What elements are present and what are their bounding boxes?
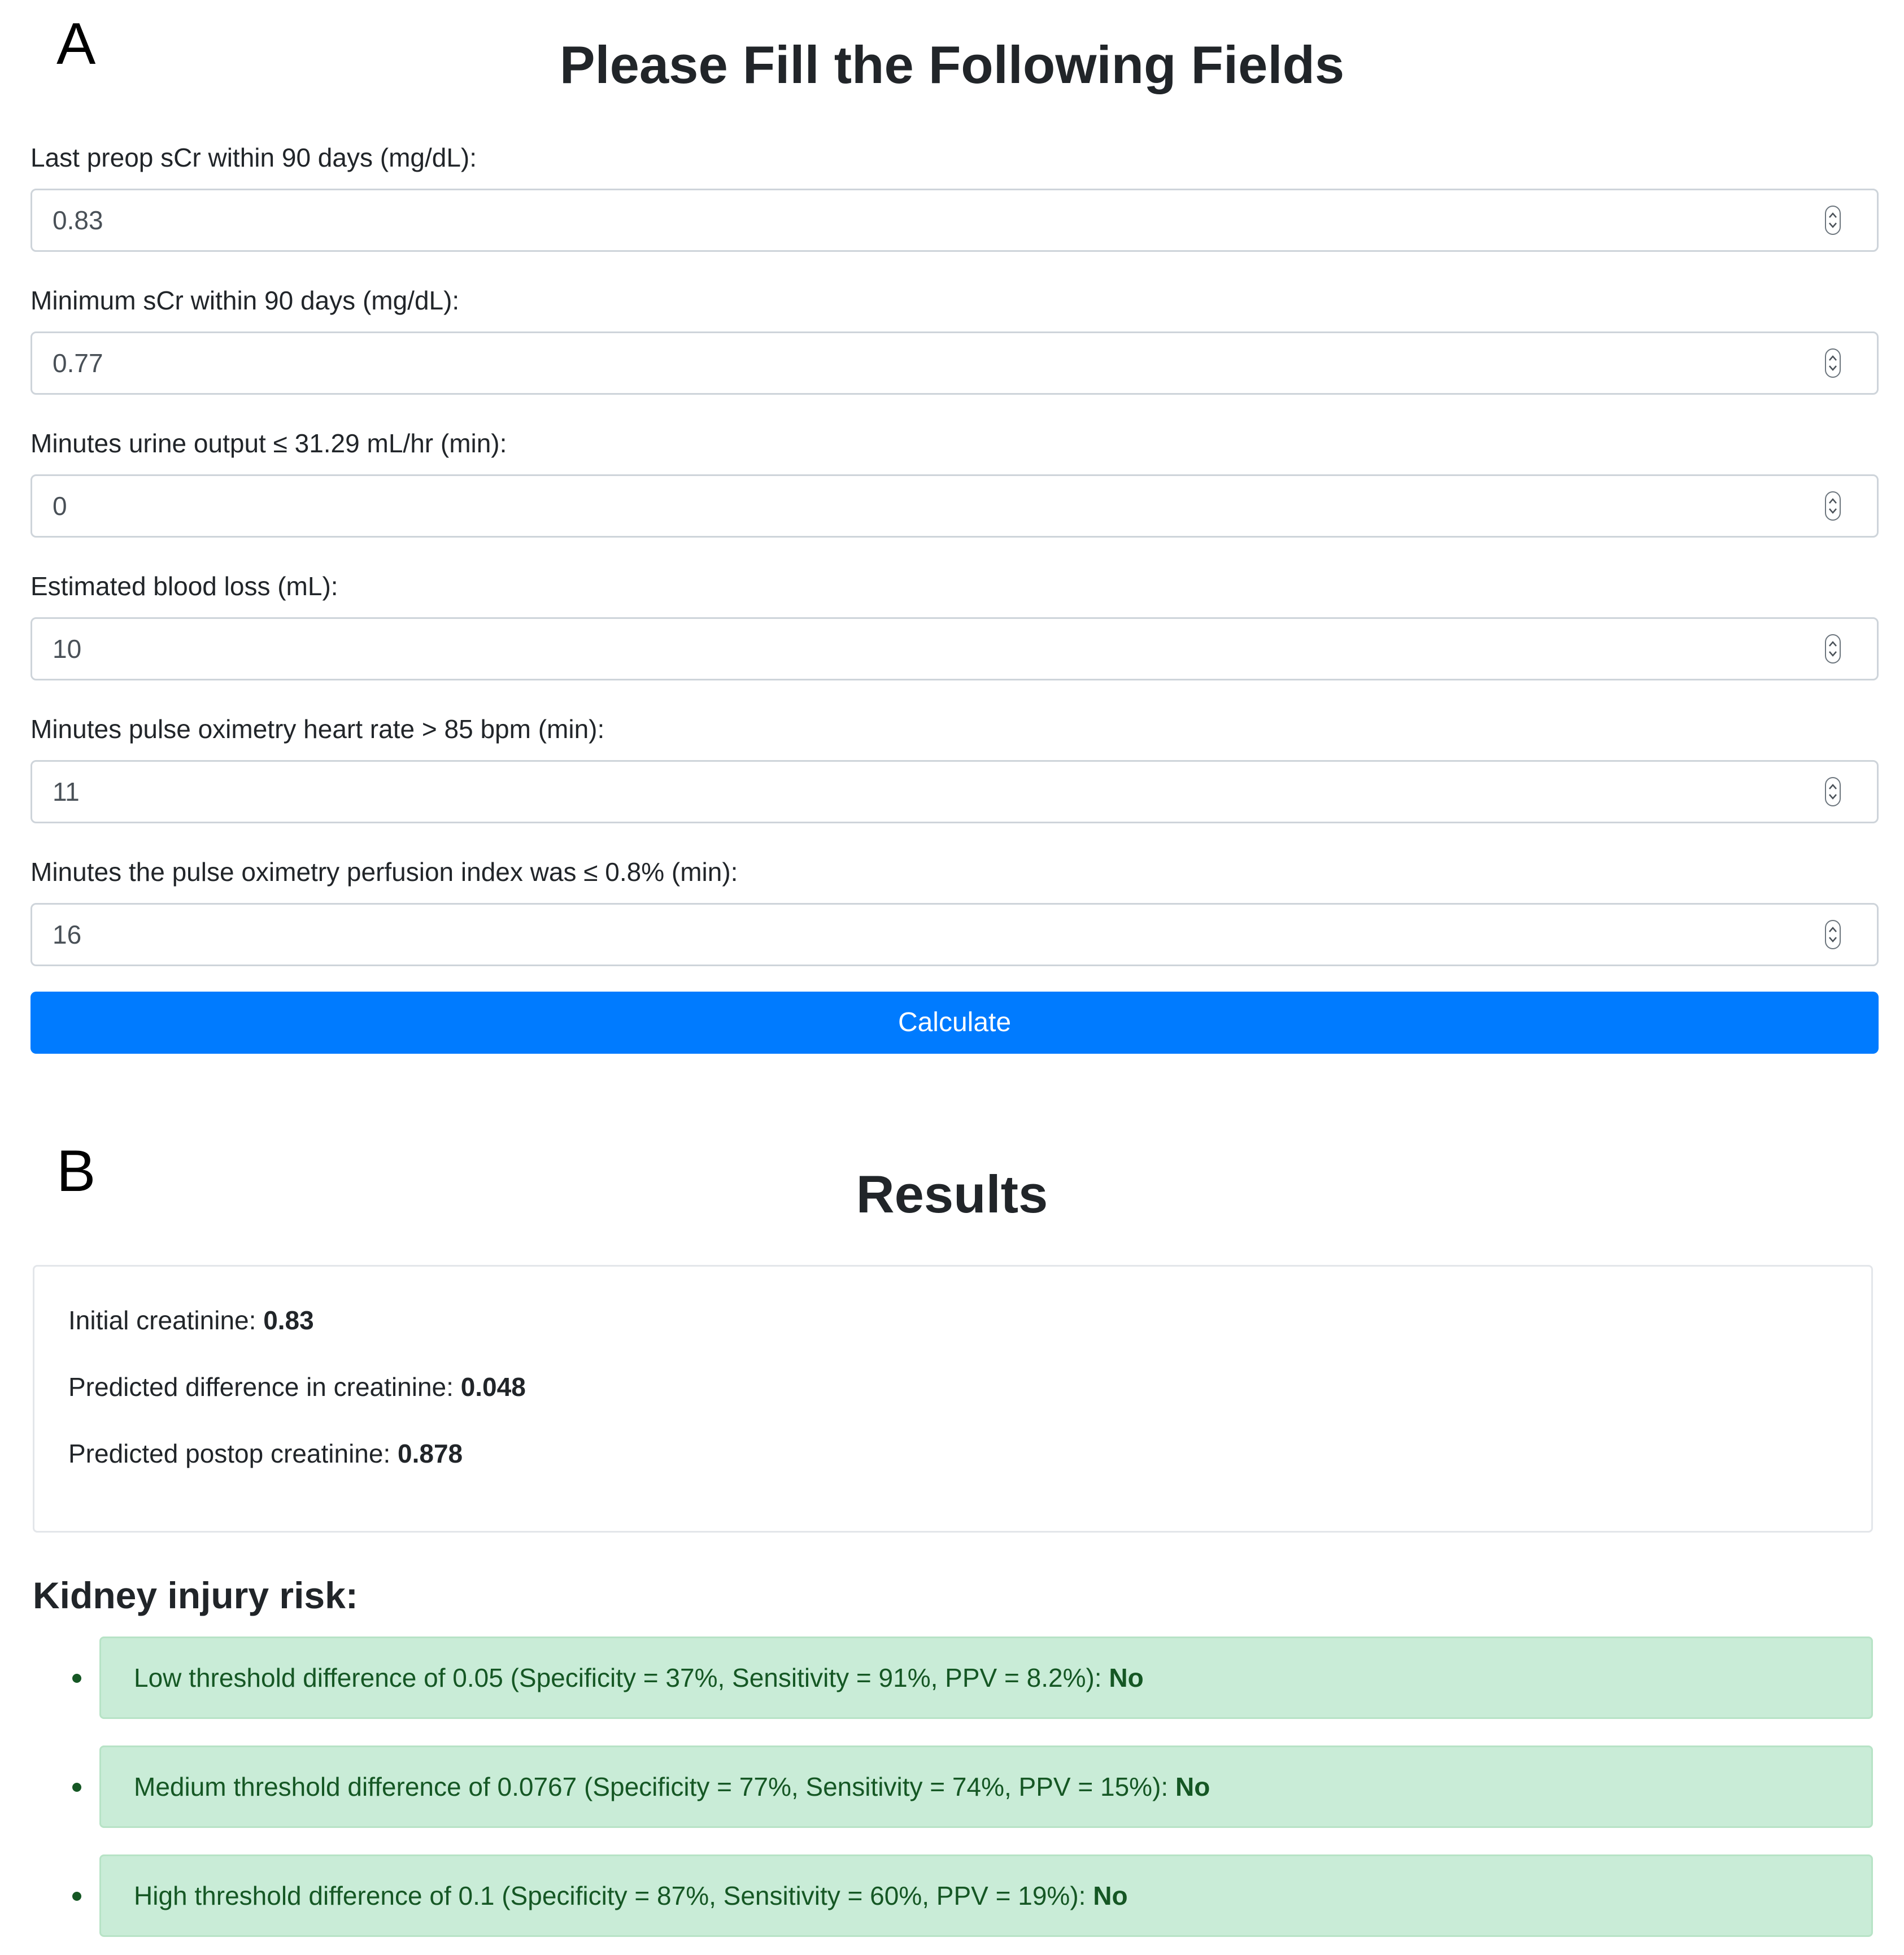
minimum-scr-value: 0.77 bbox=[53, 348, 103, 378]
number-spinner-icon[interactable] bbox=[1825, 206, 1841, 235]
panel-letter-b: B bbox=[56, 1138, 96, 1204]
risk-text bbox=[134, 1638, 1144, 1717]
risk-text bbox=[134, 1856, 1128, 1935]
field-label-urine-output: Minutes urine output ≤ 31.29 mL/hr (min): bbox=[31, 429, 507, 458]
blood-loss-value: 10 bbox=[53, 634, 82, 664]
risk-value: No bbox=[1093, 1881, 1128, 1910]
number-spinner-icon[interactable] bbox=[1825, 777, 1841, 806]
blood-loss-input[interactable] bbox=[31, 617, 1879, 680]
risk-alert-low bbox=[99, 1637, 1873, 1719]
risk-text bbox=[134, 1747, 1210, 1826]
heart-rate-input[interactable] bbox=[31, 760, 1879, 823]
minimum-scr-input[interactable] bbox=[31, 331, 1879, 395]
kidney-risk-heading: Kidney injury risk: bbox=[33, 1574, 358, 1616]
result-label: Initial creatinine: bbox=[68, 1306, 256, 1335]
perfusion-index-input[interactable] bbox=[31, 903, 1879, 966]
last-preop-scr-value: 0.83 bbox=[53, 206, 103, 235]
number-spinner-icon[interactable] bbox=[1825, 491, 1841, 521]
result-label: Predicted difference in creatinine: bbox=[68, 1372, 454, 1402]
number-spinner-icon[interactable] bbox=[1825, 348, 1841, 378]
risk-alert-medium bbox=[99, 1745, 1873, 1828]
urine-output-input[interactable] bbox=[31, 474, 1879, 538]
result-initial-creatinine bbox=[68, 1307, 314, 1333]
results-card bbox=[33, 1265, 1873, 1533]
bullet-icon bbox=[72, 1783, 81, 1792]
perfusion-index-value: 16 bbox=[53, 920, 82, 949]
panel-letter-a: A bbox=[56, 11, 96, 77]
field-label-heart-rate: Minutes pulse oximetry heart rate > 85 bpm (min): bbox=[31, 714, 605, 744]
result-label: Predicted postop creatinine: bbox=[68, 1439, 391, 1468]
last-preop-scr-input[interactable] bbox=[31, 189, 1879, 252]
field-label-perfusion-index: Minutes the pulse oximetry perfusion index was ≤ 0.8% (min): bbox=[31, 857, 738, 887]
result-predicted-postop-creatinine bbox=[68, 1441, 463, 1467]
risk-value: No bbox=[1175, 1772, 1210, 1801]
field-label-last-preop-scr: Last preop sCr within 90 days (mg/dL): bbox=[31, 143, 477, 172]
result-value: 0.878 bbox=[398, 1439, 463, 1468]
urine-output-value: 0 bbox=[53, 491, 67, 521]
risk-label: High threshold difference of 0.1 (Specificity = 87%, Sensitivity = 60%, PPV = 19%): bbox=[134, 1881, 1086, 1910]
result-value: 0.83 bbox=[263, 1306, 314, 1335]
calculate-button[interactable]: Calculate bbox=[31, 992, 1879, 1054]
risk-value: No bbox=[1109, 1663, 1144, 1692]
risk-label: Medium threshold difference of 0.0767 (Specificity = 77%, Sensitivity = 74%, PPV = 15%): bbox=[134, 1772, 1169, 1801]
result-value: 0.048 bbox=[460, 1372, 526, 1402]
field-label-minimum-scr: Minimum sCr within 90 days (mg/dL): bbox=[31, 286, 460, 315]
heart-rate-value: 11 bbox=[53, 777, 80, 806]
bullet-icon bbox=[72, 1674, 81, 1683]
field-label-blood-loss: Estimated blood loss (mL): bbox=[31, 571, 338, 601]
risk-label: Low threshold difference of 0.05 (Specificity = 37%, Sensitivity = 91%, PPV = 8.2%): bbox=[134, 1663, 1102, 1692]
results-title: Results bbox=[856, 1164, 1048, 1224]
bullet-icon bbox=[72, 1892, 81, 1901]
form-title: Please Fill the Following Fields bbox=[559, 35, 1345, 94]
number-spinner-icon[interactable] bbox=[1825, 634, 1841, 664]
result-predicted-difference bbox=[68, 1374, 526, 1400]
number-spinner-icon[interactable] bbox=[1825, 920, 1841, 949]
risk-alert-high bbox=[99, 1854, 1873, 1937]
